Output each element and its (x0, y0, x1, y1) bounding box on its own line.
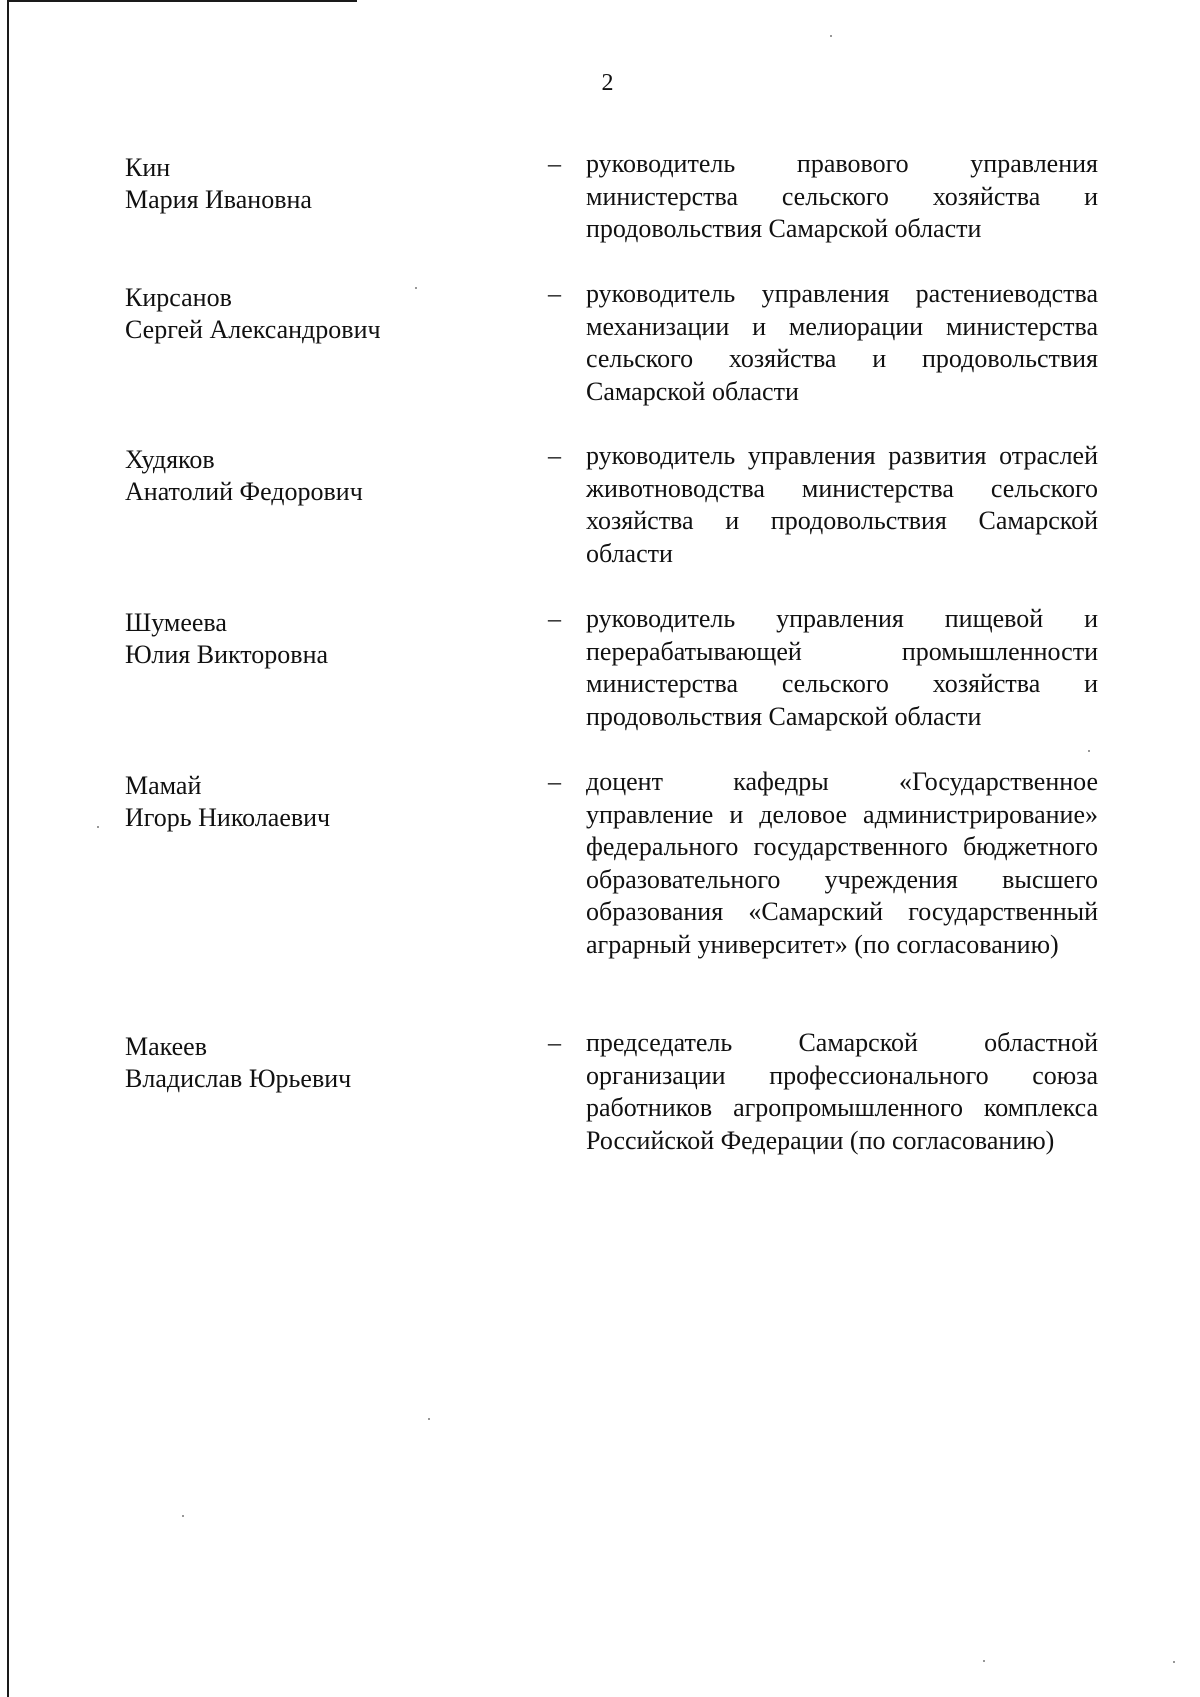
scan-border-top (7, 0, 357, 2)
scan-speck (1173, 1661, 1175, 1663)
dash: – (548, 441, 561, 470)
dash: – (548, 604, 561, 633)
member-surname: Мамай (125, 771, 202, 800)
member-name (125, 444, 525, 508)
page-number: 2 (601, 70, 614, 96)
member-given-names: Владислав Юрьевич (125, 1064, 352, 1093)
dash: – (548, 767, 561, 796)
member-given-names: Анатолий Федорович (125, 477, 363, 506)
member-position: руководитель управления развития отраслей животноводства министерства сельского хозяйства и продовольствия Самарской области (586, 441, 1098, 568)
member-given-names: Юлия Викторовна (125, 640, 329, 669)
member-name (125, 282, 525, 346)
member-position: руководитель управления пищевой и перерабатывающей промышленности министерства сельского хозяйства и продовольствия Самарской области (586, 604, 1098, 731)
member-surname: Шумеева (125, 608, 227, 637)
member-name (125, 1031, 525, 1095)
member-position: руководитель правового управления министерства сельского хозяйства и продовольствия Самарской области (586, 149, 1098, 243)
scan-speck (182, 1515, 184, 1517)
member-position: доцент кафедры «Государственное управление и деловое администрирование» федерального государственного бюджетного образовательного учреждения высшего образования «Самарский государственный аграрный университет» (по согласованию) (586, 767, 1098, 959)
scan-speck (428, 1418, 430, 1420)
member-given-names: Сергей Александрович (125, 315, 381, 344)
member-name (125, 607, 525, 671)
scan-speck (983, 1660, 985, 1662)
scan-speck (830, 35, 832, 37)
member-surname: Кин (125, 153, 171, 182)
scan-speck (415, 287, 417, 289)
member-surname: Кирсанов (125, 283, 232, 312)
member-position: председатель Самарской областной организации профессионального союза работников агропромышленного комплекса Российской Федерации (по согласованию) (586, 1028, 1098, 1155)
member-surname: Макеев (125, 1032, 207, 1061)
scan-speck (1088, 750, 1090, 752)
member-given-names: Игорь Николаевич (125, 803, 331, 832)
member-position: руководитель управления растениеводства механизации и мелиорации министерства сельского хозяйства и продовольствия Самарской области (586, 279, 1098, 406)
scan-speck (97, 826, 99, 828)
dash: – (548, 149, 561, 178)
scan-border-left (7, 0, 9, 1697)
dash: – (548, 279, 561, 308)
member-surname: Худяков (125, 445, 215, 474)
member-name (125, 152, 525, 216)
member-given-names: Мария Ивановна (125, 185, 312, 214)
dash: – (548, 1028, 561, 1057)
member-name (125, 770, 525, 834)
